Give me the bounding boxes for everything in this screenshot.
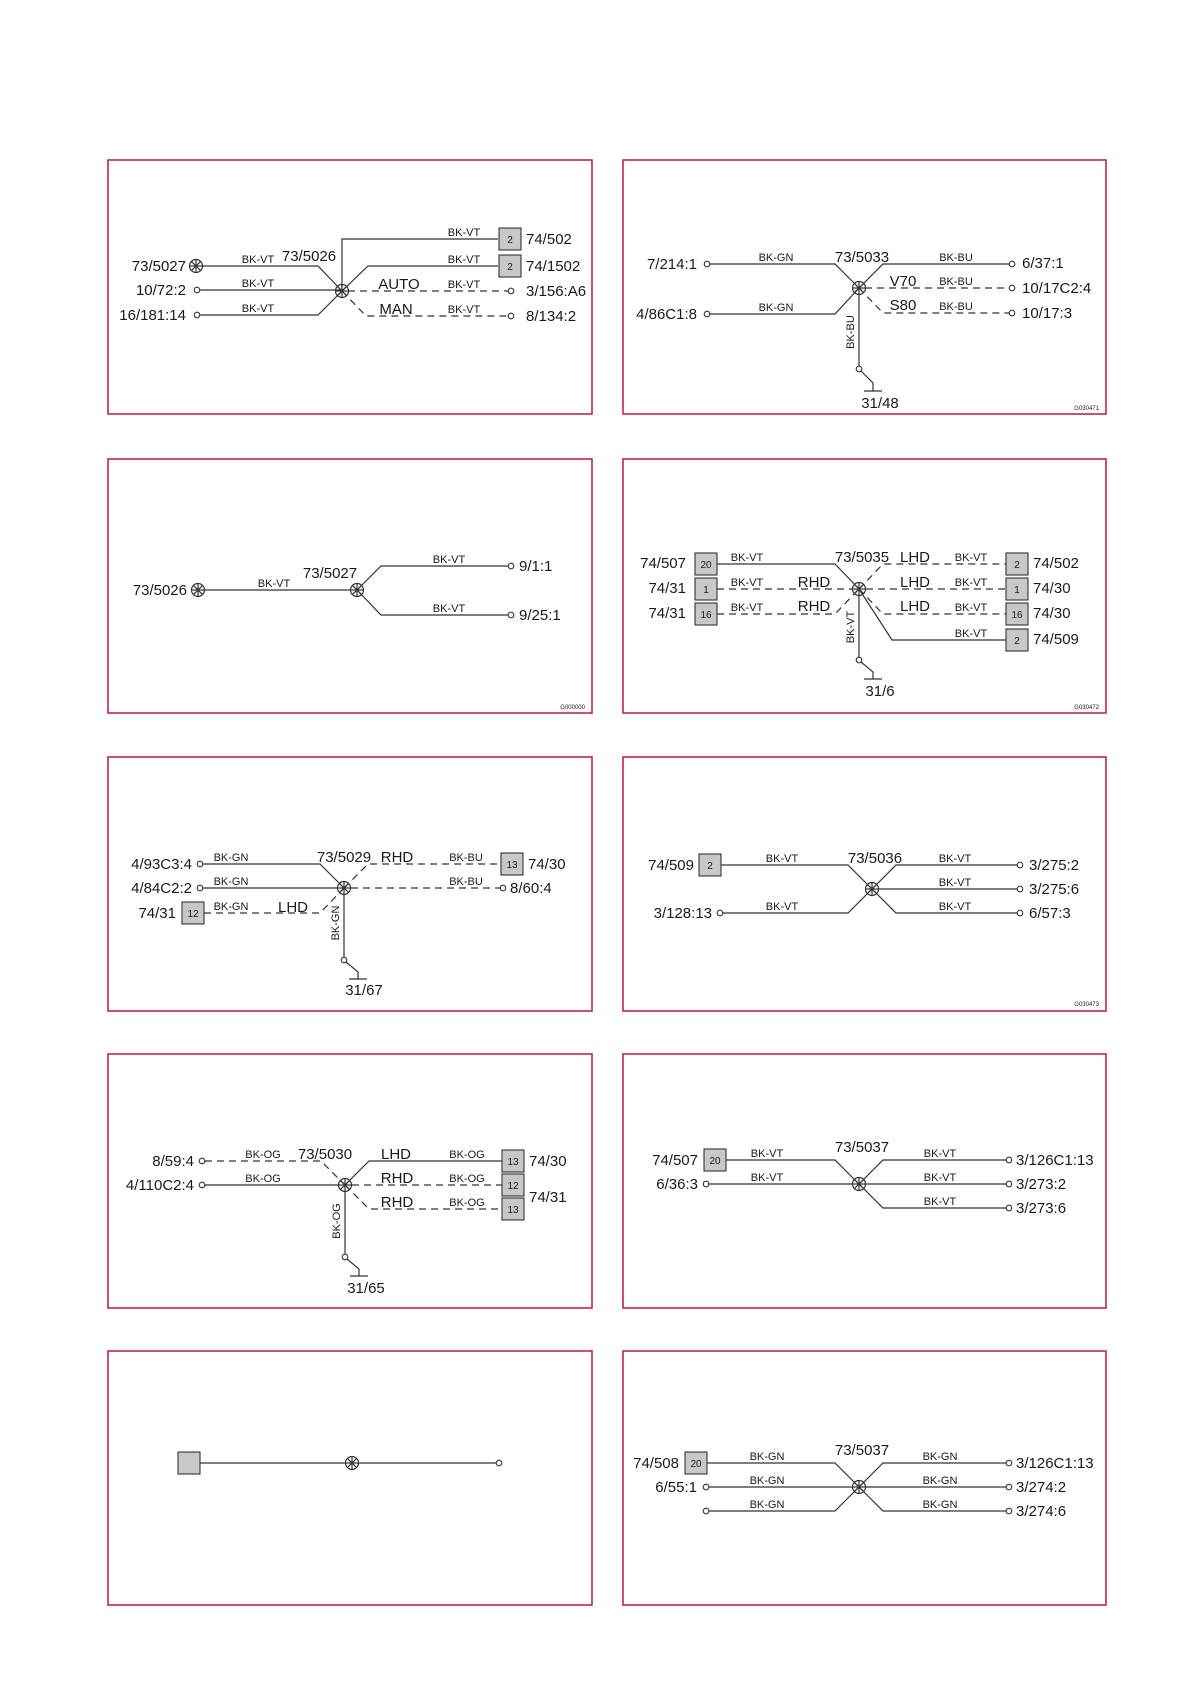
wire-color: BK-BU bbox=[449, 852, 483, 864]
terminal bbox=[496, 1460, 502, 1466]
variant-label: V70 bbox=[889, 273, 917, 290]
wire bbox=[859, 288, 1009, 313]
connector-number: 2 bbox=[507, 262, 513, 273]
pin-label: 3/275:2 bbox=[1029, 857, 1080, 874]
pin-label: 7/214:1 bbox=[646, 256, 697, 273]
panel-frame bbox=[108, 1351, 592, 1605]
wire-color: BK-VT bbox=[923, 1172, 957, 1184]
pin-label: 3/274:6 bbox=[1016, 1503, 1067, 1520]
connector-box bbox=[178, 1452, 200, 1474]
wire-color: BK-OG bbox=[449, 1149, 485, 1161]
pin-label: 74/31 bbox=[648, 580, 686, 597]
wire-color: BK-VT bbox=[954, 602, 988, 614]
connector-number: 20 bbox=[709, 1156, 721, 1167]
connector-number: 2 bbox=[1014, 636, 1020, 647]
wire-color: BK-VT bbox=[730, 577, 764, 589]
wire-color: BK-VT bbox=[954, 577, 988, 589]
pin-label: 74/1502 bbox=[526, 258, 581, 275]
pin-label: 9/25:1 bbox=[519, 607, 561, 624]
wire bbox=[357, 566, 508, 590]
pin-label: 3/274:2 bbox=[1016, 1479, 1067, 1496]
wire-color: BK-OG bbox=[245, 1149, 281, 1161]
pin-label: 10/17C2:4 bbox=[1022, 280, 1092, 297]
pin-label: 3/126C1:13 bbox=[1016, 1455, 1094, 1472]
connector-number: 2 bbox=[707, 861, 713, 872]
pin-label: 4/86C1:8 bbox=[636, 306, 697, 323]
wire-color: BK-VT bbox=[765, 853, 799, 865]
pin-label: 74/509 bbox=[648, 857, 694, 874]
panel-frame bbox=[623, 1351, 1106, 1605]
wire-color: BK-VT bbox=[938, 877, 972, 889]
connector-number: 1 bbox=[1014, 585, 1020, 596]
pin-label: 73/5027 bbox=[131, 258, 186, 275]
wire-color: BK-VT bbox=[447, 304, 481, 316]
pin-label: 8/134:2 bbox=[526, 308, 577, 325]
connector-number: 13 bbox=[506, 860, 518, 871]
connector-number: 12 bbox=[187, 909, 199, 920]
pin-label: 74/507 bbox=[640, 555, 686, 572]
connector-number: 20 bbox=[690, 1459, 702, 1470]
pin-label: 3/273:6 bbox=[1016, 1200, 1067, 1217]
wire-color: BK-VT bbox=[432, 554, 466, 566]
wire-color: BK-VT bbox=[241, 303, 275, 315]
diagram-panel-5 bbox=[108, 757, 592, 1011]
pin-label: 6/36:3 bbox=[656, 1176, 698, 1193]
wire-color: BK-VT bbox=[257, 578, 291, 590]
ground-label: 31/48 bbox=[861, 395, 899, 412]
pin-label: 3/273:2 bbox=[1016, 1176, 1067, 1193]
wire-color: BK-VT bbox=[241, 254, 275, 266]
wire-color: BK-GN bbox=[330, 905, 342, 941]
wire-color: BK-GN bbox=[213, 852, 249, 864]
wire-color: BK-BU bbox=[939, 301, 973, 313]
pin-label: 74/502 bbox=[1033, 555, 1079, 572]
wire-color: BK-VT bbox=[938, 853, 972, 865]
wire-color: BK-VT bbox=[923, 1196, 957, 1208]
pin-label: 74/30 bbox=[528, 856, 566, 873]
pin-label: 74/30 bbox=[1033, 580, 1071, 597]
connector-number: 2 bbox=[1014, 560, 1020, 571]
wire-color: BK-VT bbox=[447, 254, 481, 266]
connector-number: 2 bbox=[507, 235, 513, 246]
pin-label: 74/31 bbox=[529, 1189, 567, 1206]
splice-label: 73/5035 bbox=[834, 549, 890, 566]
wire-color: BK-BU bbox=[939, 276, 973, 288]
pin-label: 74/31 bbox=[648, 605, 686, 622]
splice-label: 73/5037 bbox=[834, 1139, 890, 1156]
variant-label: RHD bbox=[797, 598, 831, 615]
variant-label: RHD bbox=[380, 1170, 414, 1187]
pin-label: 74/509 bbox=[1033, 631, 1079, 648]
diagram-panel-10 bbox=[623, 1351, 1106, 1605]
splice-label: 73/5026 bbox=[281, 248, 337, 265]
connector-number: 12 bbox=[507, 1181, 519, 1192]
diagram-panel-6 bbox=[623, 757, 1106, 1011]
wire-color: BK-GN bbox=[922, 1451, 958, 1463]
ground-label: 31/6 bbox=[865, 683, 895, 700]
connector-number: 13 bbox=[507, 1157, 519, 1168]
wire-color: BK-VT bbox=[954, 628, 988, 640]
connector-number: 13 bbox=[507, 1205, 519, 1216]
pin-label: 3/126C1:13 bbox=[1016, 1152, 1094, 1169]
diagram-panel-4 bbox=[623, 459, 1106, 713]
pin-label: 6/37:1 bbox=[1022, 255, 1064, 272]
pin-label: 74/508 bbox=[633, 1455, 679, 1472]
splice-label: 73/5033 bbox=[834, 249, 890, 266]
wire-color: BK-GN bbox=[758, 302, 794, 314]
variant-label: LHD bbox=[899, 574, 931, 591]
connector-number: 16 bbox=[1011, 610, 1023, 621]
diagram-panel-8 bbox=[623, 1054, 1106, 1308]
variant-label: RHD bbox=[797, 574, 831, 591]
wire-color: BK-OG bbox=[245, 1173, 281, 1185]
splice-label: 73/5029 bbox=[316, 849, 372, 866]
pin-label: 74/502 bbox=[526, 231, 572, 248]
pin-label: 74/507 bbox=[652, 1152, 698, 1169]
wire-color: BK-OG bbox=[449, 1197, 485, 1209]
pin-label: 3/156:A6 bbox=[526, 283, 587, 300]
splice-label: 73/5027 bbox=[302, 565, 358, 582]
variant-label: RHD bbox=[380, 849, 414, 866]
splice-label: 73/5036 bbox=[847, 850, 903, 867]
wire-color: BK-VT bbox=[241, 278, 275, 290]
pin-label: 8/60:4 bbox=[510, 880, 552, 897]
variant-label: MAN bbox=[379, 301, 413, 318]
wire-color: BK-OG bbox=[449, 1173, 485, 1185]
wire bbox=[726, 1160, 859, 1184]
wire-color: BK-GN bbox=[922, 1475, 958, 1487]
variant-label: LHD bbox=[899, 598, 931, 615]
wire-color: BK-GN bbox=[922, 1499, 958, 1511]
connector-number: 16 bbox=[700, 610, 712, 621]
wire-color: BK-VT bbox=[730, 552, 764, 564]
connector-number: 1 bbox=[703, 585, 709, 596]
wire-color: BK-BU bbox=[845, 315, 857, 349]
drawing-code: G000000 bbox=[560, 705, 585, 711]
wire-color: BK-BU bbox=[939, 252, 973, 264]
variant-label: LHD bbox=[899, 549, 931, 566]
drawing-code: G030471 bbox=[1074, 406, 1099, 412]
pin-label: 3/275:6 bbox=[1029, 881, 1080, 898]
splice-label: 73/5030 bbox=[297, 1146, 353, 1163]
pin-label: 10/72:2 bbox=[135, 282, 186, 299]
wire-color: BK-GN bbox=[749, 1475, 785, 1487]
splice-label: 73/5037 bbox=[834, 1442, 890, 1459]
pin-label: 74/31 bbox=[138, 905, 176, 922]
wire-color: BK-VT bbox=[765, 901, 799, 913]
wire-color: BK-VT bbox=[750, 1172, 784, 1184]
variant-label: LHD bbox=[277, 899, 309, 916]
wire-color: BK-VT bbox=[750, 1148, 784, 1160]
pin-label: 10/17:3 bbox=[1022, 305, 1073, 322]
connector-number: 20 bbox=[700, 560, 712, 571]
diagram-panel-7 bbox=[108, 1054, 592, 1308]
ground-label: 31/65 bbox=[347, 1280, 385, 1297]
pin-label: 74/30 bbox=[529, 1153, 567, 1170]
variant-label: LHD bbox=[380, 1146, 412, 1163]
wire bbox=[342, 291, 508, 316]
wire-color: BK-GN bbox=[749, 1451, 785, 1463]
pin-label: 4/110C2:4 bbox=[125, 1177, 194, 1194]
pin-label: 3/128:13 bbox=[653, 905, 712, 922]
variant-label: S80 bbox=[889, 297, 917, 314]
wire bbox=[710, 264, 859, 288]
ground-label: 31/67 bbox=[345, 982, 383, 999]
wire-color: BK-GN bbox=[749, 1499, 785, 1511]
pin-label: 74/30 bbox=[1033, 605, 1071, 622]
wire-color: BK-VT bbox=[845, 610, 857, 644]
wire-color: BK-GN bbox=[213, 901, 249, 913]
wire-color: BK-VT bbox=[954, 552, 988, 564]
wire-color: BK-GN bbox=[213, 876, 249, 888]
pin-label: 16/181:14 bbox=[119, 307, 186, 324]
wire-color: BK-BU bbox=[449, 876, 483, 888]
wire-color: BK-GN bbox=[758, 252, 794, 264]
wire-color: BK-VT bbox=[938, 901, 972, 913]
pin-label: 8/59:4 bbox=[152, 1153, 194, 1170]
drawing-code: G030473 bbox=[1074, 1002, 1099, 1008]
pin-label: 4/84C2:2 bbox=[131, 880, 192, 897]
splice-point bbox=[346, 1457, 359, 1470]
pin-label: 6/55:1 bbox=[655, 1479, 697, 1496]
diagram-panel-2 bbox=[623, 160, 1106, 414]
variant-label: AUTO bbox=[378, 276, 420, 293]
pin-label: 6/57:3 bbox=[1029, 905, 1071, 922]
wire-color: BK-VT bbox=[447, 227, 481, 239]
wire-color: BK-VT bbox=[432, 603, 466, 615]
pin-label: 73/5026 bbox=[132, 582, 187, 599]
diagram-panel-9 bbox=[108, 1351, 592, 1605]
drawing-code: G030472 bbox=[1074, 705, 1099, 711]
pin-label: 9/1:1 bbox=[519, 558, 553, 575]
pin-label: 4/93C3:4 bbox=[131, 856, 192, 873]
diagram-panel-1 bbox=[108, 160, 592, 414]
diagram-panel-3 bbox=[108, 459, 592, 713]
wire bbox=[859, 264, 1009, 288]
wire bbox=[721, 865, 872, 889]
wire-color: BK-VT bbox=[730, 602, 764, 614]
wire-color: BK-OG bbox=[331, 1203, 343, 1239]
wire-color: BK-VT bbox=[923, 1148, 957, 1160]
variant-label: RHD bbox=[380, 1194, 414, 1211]
wire-color: BK-VT bbox=[447, 279, 481, 291]
